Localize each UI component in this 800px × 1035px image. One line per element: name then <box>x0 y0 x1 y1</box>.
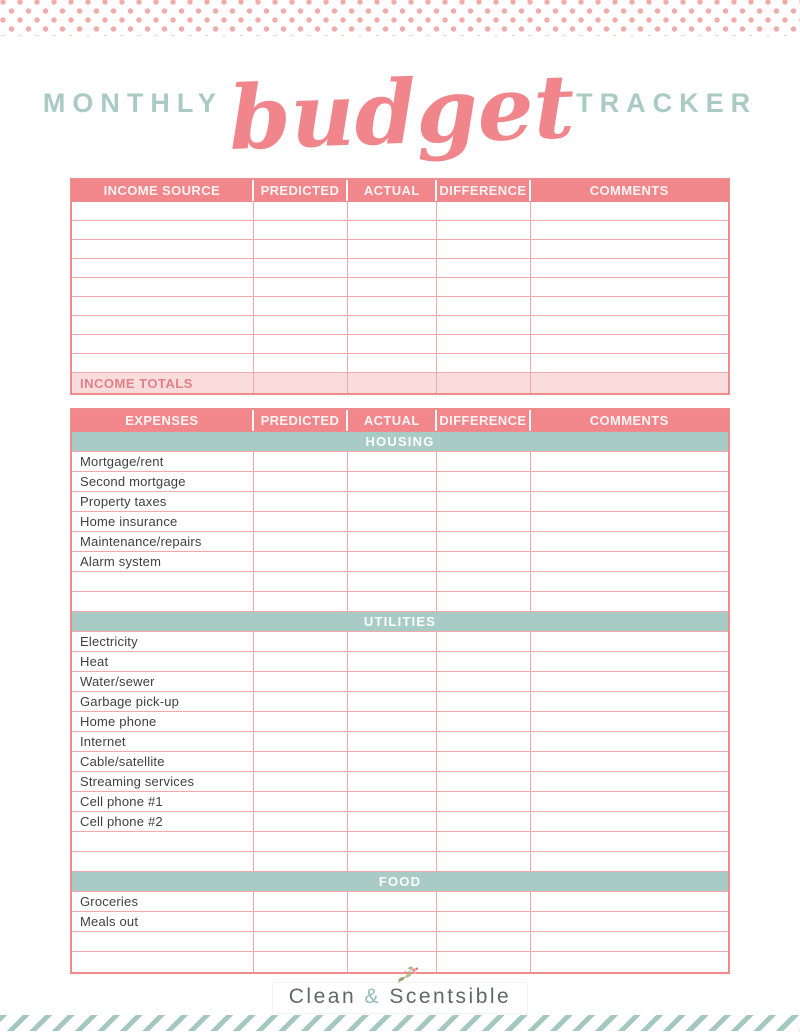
table-cell <box>531 354 728 372</box>
expense-empty-row <box>72 592 728 612</box>
table-cell <box>531 732 728 751</box>
table-cell <box>72 592 254 611</box>
table-cell <box>348 452 437 471</box>
table-cell <box>531 472 728 491</box>
table-cell <box>254 712 348 731</box>
table-cell <box>348 912 437 931</box>
table-cell <box>437 652 530 671</box>
table-cell <box>348 892 437 911</box>
section-header-food: FOOD <box>72 872 728 892</box>
expense-item-label: Groceries <box>72 892 254 911</box>
table-cell <box>437 892 530 911</box>
table-cell <box>437 278 530 296</box>
table-cell <box>348 752 437 771</box>
table-cell <box>348 852 437 871</box>
income-header-row <box>72 180 728 202</box>
table-cell <box>437 492 530 511</box>
table-cell <box>437 373 530 393</box>
table-cell <box>348 373 437 393</box>
table-cell <box>72 335 254 353</box>
table-cell <box>531 832 728 851</box>
table-cell <box>531 692 728 711</box>
table-cell <box>348 278 437 296</box>
table-cell <box>531 259 728 277</box>
expense-item-label: Mortgage/rent <box>72 452 254 471</box>
table-cell <box>531 512 728 531</box>
income-empty-row <box>72 354 728 373</box>
table-cell <box>531 752 728 771</box>
table-cell <box>437 812 530 831</box>
expense-item-label: Garbage pick-up <box>72 692 254 711</box>
table-cell <box>254 492 348 511</box>
table-cell <box>254 752 348 771</box>
table-cell <box>531 632 728 651</box>
table-cell <box>531 592 728 611</box>
table-cell <box>531 792 728 811</box>
income-header-cell: PREDICTED <box>254 180 348 201</box>
table-cell <box>254 792 348 811</box>
expense-item-row <box>72 452 728 472</box>
table-cell <box>72 354 254 372</box>
income-empty-row <box>72 278 728 297</box>
table-cell <box>254 772 348 791</box>
table-cell <box>531 532 728 551</box>
income-empty-row <box>72 297 728 316</box>
table-cell <box>254 552 348 571</box>
table-cell <box>348 732 437 751</box>
table-cell <box>254 335 348 353</box>
table-cell <box>437 672 530 691</box>
expense-header-cell: EXPENSES <box>72 410 254 431</box>
table-cell <box>254 240 348 258</box>
brand-ampersand: & <box>364 985 381 1008</box>
brand-footer <box>0 966 800 1014</box>
table-cell <box>348 672 437 691</box>
table-cell <box>437 572 530 591</box>
expense-item-label: Electricity <box>72 632 254 651</box>
table-cell <box>531 297 728 315</box>
table-cell <box>254 892 348 911</box>
table-cell <box>254 354 348 372</box>
expense-item-row <box>72 812 728 832</box>
expense-table <box>70 408 730 974</box>
income-empty-row <box>72 316 728 335</box>
expense-empty-row <box>72 932 728 952</box>
table-cell <box>531 932 728 951</box>
table-cell <box>254 278 348 296</box>
table-cell <box>531 712 728 731</box>
expense-item-row <box>72 692 728 712</box>
table-cell <box>437 712 530 731</box>
table-cell <box>437 772 530 791</box>
income-header-cell: COMMENTS <box>589 183 669 198</box>
table-cell <box>254 592 348 611</box>
table-cell <box>348 712 437 731</box>
expense-item-label: Streaming services <box>72 772 254 791</box>
table-cell <box>348 632 437 651</box>
title-budget-script: budget <box>227 54 576 170</box>
table-cell <box>254 812 348 831</box>
table-cell <box>437 202 530 220</box>
table-cell <box>254 532 348 551</box>
table-cell <box>531 278 728 296</box>
expense-item-label: Second mortgage <box>72 472 254 491</box>
expense-item-row <box>72 672 728 692</box>
expense-item-label: Heat <box>72 652 254 671</box>
income-empty-row <box>72 202 728 221</box>
table-cell <box>437 552 530 571</box>
table-cell <box>437 752 530 771</box>
table-cell <box>254 373 348 393</box>
table-cell <box>254 221 348 239</box>
table-cell <box>531 335 728 353</box>
table-cell <box>254 472 348 491</box>
table-cell <box>437 732 530 751</box>
expense-item-label: Cable/satellite <box>72 752 254 771</box>
table-cell <box>437 592 530 611</box>
table-cell <box>348 812 437 831</box>
table-cell <box>531 572 728 591</box>
table-cell <box>437 240 530 258</box>
polka-dot-border <box>0 0 800 36</box>
table-cell <box>531 892 728 911</box>
table-cell <box>72 240 254 258</box>
income-totals-row <box>72 373 728 393</box>
expense-header-cell: PREDICTED <box>254 410 348 431</box>
table-cell <box>72 832 254 851</box>
title-monthly: MONTHLY <box>42 87 223 118</box>
table-cell <box>531 316 728 334</box>
table-cell <box>254 512 348 531</box>
table-cell <box>531 373 728 393</box>
table-cell <box>348 259 437 277</box>
table-cell <box>348 202 437 220</box>
expense-item-label: Property taxes <box>72 492 254 511</box>
table-cell <box>437 532 530 551</box>
table-cell <box>437 792 530 811</box>
table-cell <box>437 354 530 372</box>
expense-item-row <box>72 912 728 932</box>
table-cell <box>437 316 530 334</box>
expense-item-row <box>72 492 728 512</box>
table-cell <box>72 572 254 591</box>
table-cell <box>437 452 530 471</box>
brand-word-scentsible: Scentsible <box>389 985 512 1008</box>
table-cell <box>72 278 254 296</box>
income-totals-label: INCOME TOTALS <box>72 373 254 393</box>
expense-item-label: Home insurance <box>72 512 254 531</box>
expense-item-row <box>72 892 728 912</box>
income-empty-row <box>72 240 728 259</box>
expense-item-label: Water/sewer <box>72 672 254 691</box>
table-cell <box>348 492 437 511</box>
section-header-utilities: UTILITIES <box>72 612 728 632</box>
table-cell <box>348 221 437 239</box>
table-cell <box>348 832 437 851</box>
income-empty-row <box>72 335 728 354</box>
table-cell <box>531 202 728 220</box>
section-header-housing: HOUSING <box>72 432 728 452</box>
table-cell <box>348 240 437 258</box>
table-cell <box>254 202 348 220</box>
expense-empty-row <box>72 572 728 592</box>
table-cell <box>72 316 254 334</box>
income-table <box>70 178 730 395</box>
table-cell <box>254 732 348 751</box>
table-cell <box>531 652 728 671</box>
expense-item-row <box>72 712 728 732</box>
table-cell <box>531 912 728 931</box>
expense-empty-row <box>72 832 728 852</box>
table-cell <box>531 221 728 239</box>
table-cell <box>72 202 254 220</box>
table-cell <box>437 852 530 871</box>
expense-item-row <box>72 772 728 792</box>
income-header-cell: ACTUAL <box>348 180 437 201</box>
table-cell <box>437 221 530 239</box>
brand-word-clean: Clean <box>288 985 357 1008</box>
table-cell <box>72 932 254 951</box>
expense-item-label: Maintenance/repairs <box>72 532 254 551</box>
table-cell <box>254 259 348 277</box>
table-cell <box>348 316 437 334</box>
table-cell <box>348 652 437 671</box>
expense-empty-row <box>72 852 728 872</box>
table-cell <box>348 297 437 315</box>
table-cell <box>531 672 728 691</box>
table-cell <box>348 335 437 353</box>
expense-item-row <box>72 512 728 532</box>
table-cell <box>348 592 437 611</box>
expense-header-row <box>72 410 728 432</box>
expense-item-row <box>72 552 728 572</box>
table-cell <box>348 932 437 951</box>
table-cell <box>72 221 254 239</box>
table-cell <box>254 297 348 315</box>
table-cell <box>437 259 530 277</box>
table-cell <box>531 852 728 871</box>
table-cell <box>254 692 348 711</box>
table-cell <box>437 297 530 315</box>
table-cell <box>254 652 348 671</box>
expense-header-cell: DIFFERENCE <box>437 410 530 431</box>
table-cell <box>348 572 437 591</box>
expense-header-cell: ACTUAL <box>348 410 437 431</box>
expense-item-label: Internet <box>72 732 254 751</box>
table-cell <box>254 632 348 651</box>
expense-header-cell: COMMENTS <box>589 413 669 428</box>
table-cell <box>348 552 437 571</box>
brand-name <box>272 982 528 1014</box>
expense-item-row <box>72 532 728 552</box>
table-cell <box>531 492 728 511</box>
table-cell <box>348 792 437 811</box>
table-cell <box>531 240 728 258</box>
table-cell <box>254 932 348 951</box>
table-cell <box>531 812 728 831</box>
expense-item-label: Home phone <box>72 712 254 731</box>
table-cell <box>348 532 437 551</box>
table-cell <box>437 832 530 851</box>
table-cell <box>254 572 348 591</box>
expense-item-row <box>72 652 728 672</box>
expense-item-label: Meals out <box>72 912 254 931</box>
table-cell <box>531 452 728 471</box>
page-title <box>0 36 800 170</box>
expense-item-label: Alarm system <box>72 552 254 571</box>
income-header-cell: INCOME SOURCE <box>72 180 254 201</box>
table-cell <box>254 852 348 871</box>
table-cell <box>348 354 437 372</box>
expense-item-row <box>72 792 728 812</box>
table-cell <box>531 552 728 571</box>
table-cell <box>437 512 530 531</box>
title-tracker: TRACKER <box>576 87 758 118</box>
table-cell <box>254 452 348 471</box>
table-cell <box>437 912 530 931</box>
table-cell <box>72 852 254 871</box>
table-cell <box>254 316 348 334</box>
income-empty-row <box>72 221 728 240</box>
income-header-cell: DIFFERENCE <box>437 180 530 201</box>
expense-item-row <box>72 632 728 652</box>
income-empty-row <box>72 259 728 278</box>
table-cell <box>437 632 530 651</box>
expense-item-row <box>72 752 728 772</box>
table-cell <box>72 297 254 315</box>
expense-item-label: Cell phone #1 <box>72 792 254 811</box>
table-cell <box>348 512 437 531</box>
expense-item-row <box>72 732 728 752</box>
table-cell <box>348 692 437 711</box>
diagonal-stripe-border <box>0 1015 800 1031</box>
table-cell <box>437 472 530 491</box>
table-cell <box>348 472 437 491</box>
table-cell <box>254 832 348 851</box>
table-cell <box>437 692 530 711</box>
expense-item-label: Cell phone #2 <box>72 812 254 831</box>
table-cell <box>437 335 530 353</box>
table-cell <box>254 672 348 691</box>
table-cell <box>254 912 348 931</box>
table-cell <box>437 932 530 951</box>
table-cell <box>348 772 437 791</box>
expense-item-row <box>72 472 728 492</box>
table-cell <box>72 259 254 277</box>
table-cell <box>531 772 728 791</box>
